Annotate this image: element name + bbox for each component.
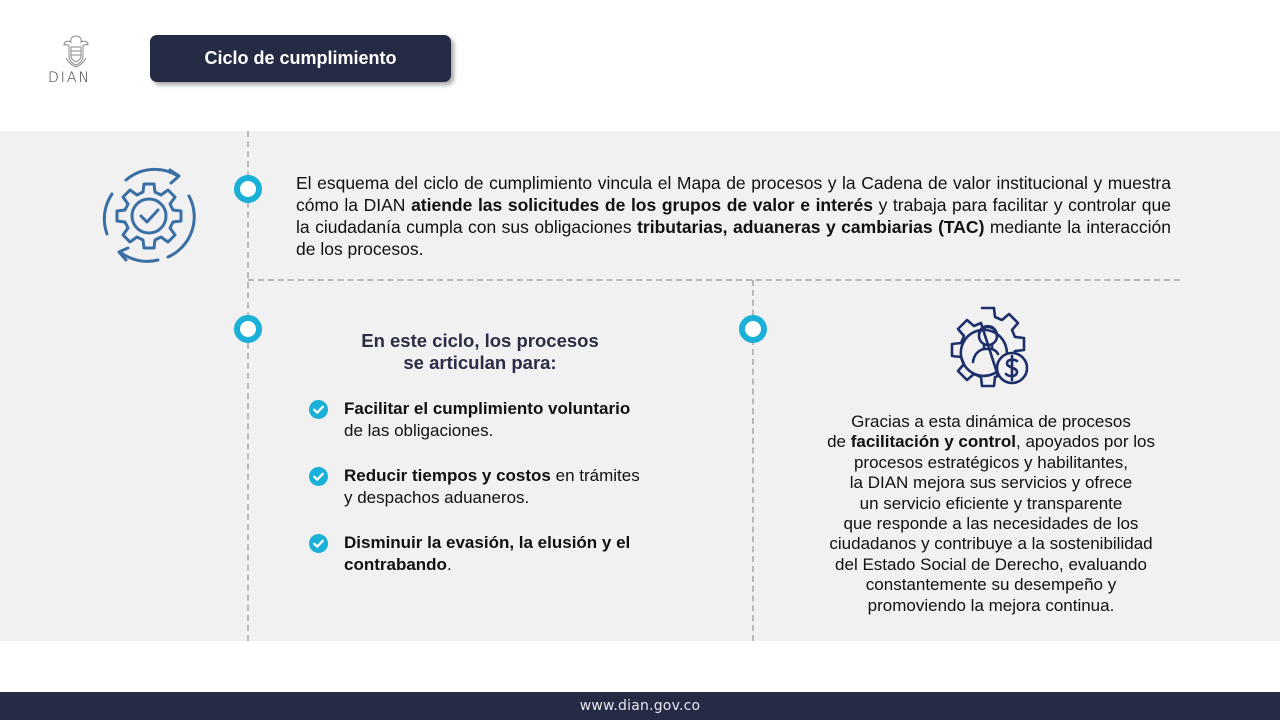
closing-line: [796, 494, 1186, 514]
footer-bar: [0, 692, 1280, 720]
closing-line: [796, 514, 1186, 534]
closing-text: de: [827, 432, 851, 452]
dian-logo: [44, 34, 108, 88]
intro-text: El esquema del ciclo de cumplimiento vincula el Mapa de procesos y la Cadena de valor institucional y muestra cómo la DIAN: [296, 173, 1171, 215]
processes-heading-line: se articulan para:: [403, 352, 557, 373]
intro-highlight: atiende las solicitudes de los grupos de valor e interés: [411, 195, 873, 215]
list-item-text: .: [446, 555, 452, 574]
closing-text: un servicio eficiente y transparente: [859, 493, 1123, 513]
objectives-list: [308, 398, 648, 599]
intro-highlight: tributarias, aduaneras y cambiarias (TAC): [637, 217, 985, 237]
closing-line: [796, 473, 1186, 493]
timeline-node-results: [739, 315, 767, 343]
closing-line: [796, 534, 1186, 554]
list-item: [308, 465, 648, 509]
closing-text: constantemente su desempeño y: [865, 575, 1117, 595]
closing-line: [796, 432, 1186, 452]
list-item-bold: Disminuir la evasión, la elusión y el contrabando: [344, 533, 631, 574]
list-item-bold: Reducir tiempos y costos: [344, 466, 551, 485]
section-title-badge: [150, 35, 451, 82]
closing-text: Gracias a esta dinámica de procesos: [851, 412, 1131, 431]
closing-line: [796, 412, 1186, 432]
gear-cycle-check-icon: [98, 166, 200, 266]
closing-text: la DIAN mejora sus servicios y ofrece: [849, 473, 1133, 493]
page-title: Ciclo de cumplimiento: [204, 48, 397, 68]
intro-paragraph: [296, 172, 1171, 260]
closing-line: [796, 555, 1186, 575]
timeline-vertical-line: [247, 131, 249, 641]
list-item-text: de las obligaciones.: [344, 421, 494, 440]
timeline-node-processes: [234, 315, 262, 343]
footer-url-link[interactable]: www.dian.gov.co: [579, 698, 701, 714]
intro-text: y trabaja para facilitar y controlar que la ciudadanía cumpla con sus obligaciones: [296, 195, 1171, 237]
list-item: [308, 398, 648, 442]
closing-line: [796, 575, 1186, 595]
closing-text: promoviendo la mejora continua.: [867, 595, 1115, 615]
closing-text: , apoyados por los: [1016, 432, 1155, 452]
intro-text: mediante la interacción de los procesos.: [296, 217, 1171, 259]
check-circle-icon: [309, 534, 328, 553]
list-item-text: en trámites y despachos aduaneros.: [344, 466, 640, 507]
closing-text: que responde a las necesidades de los: [843, 514, 1139, 534]
processes-heading: [320, 330, 640, 374]
closing-text: del Estado Social de Derecho, evaluando: [835, 554, 1147, 574]
closing-text: ciudadanos y contribuye a la sostenibilidad: [829, 534, 1153, 554]
closing-paragraph: [796, 412, 1186, 616]
check-circle-icon: [309, 467, 328, 486]
closing-line: [796, 453, 1186, 473]
gear-user-dollar-icon: [946, 304, 1034, 390]
closing-text: procesos estratégicos y habilitantes,: [853, 452, 1129, 472]
list-item-bold: Facilitar el cumplimiento voluntario: [344, 399, 631, 418]
closing-highlight: facilitación y control: [850, 432, 1017, 452]
processes-heading-line: En este ciclo, los procesos: [361, 330, 599, 351]
coat-of-arms-icon: [61, 34, 91, 68]
logo-text: DIAN: [48, 70, 91, 86]
check-circle-icon: [309, 400, 328, 419]
section-divider-line: [248, 279, 1180, 281]
timeline-node-intro: [234, 175, 262, 203]
closing-line: [796, 596, 1186, 616]
list-item: [308, 532, 648, 576]
